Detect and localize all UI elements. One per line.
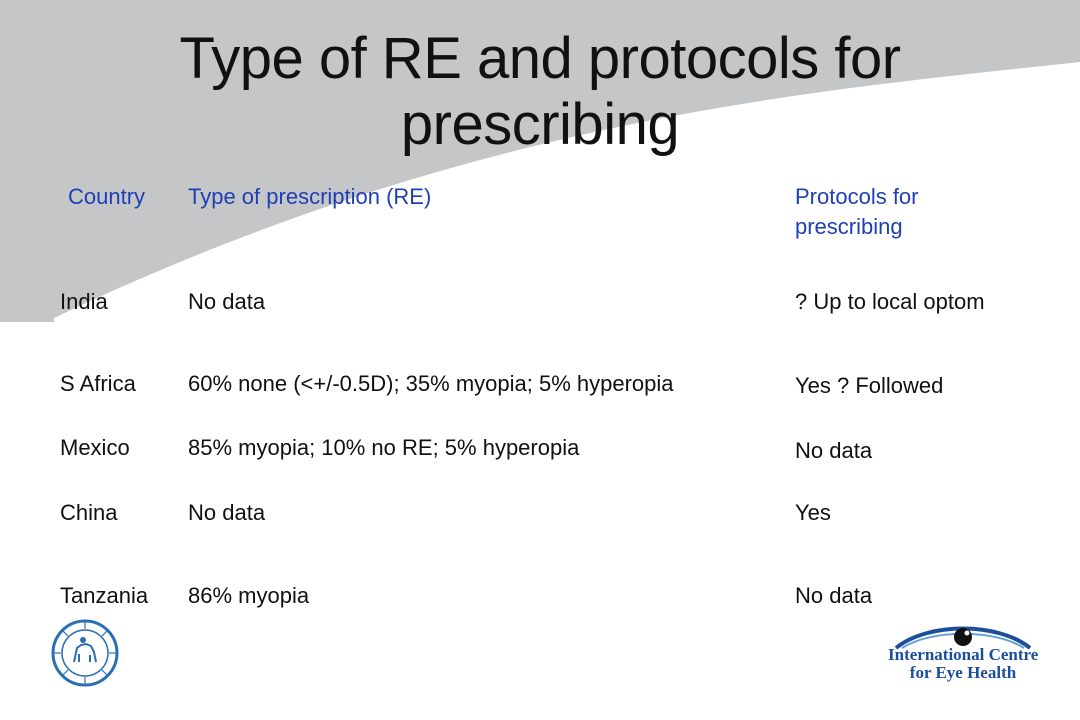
slide-title-line2: prescribing: [400, 92, 680, 157]
row-india-protocols: ? Up to local optom: [795, 289, 985, 314]
row-s-africa-country: S Africa: [60, 371, 136, 396]
slide-title: [60, 26, 1020, 158]
row-tanzania-protocols: No data: [795, 583, 873, 608]
header-country: Country: [68, 184, 146, 209]
row-tanzania-country: Tanzania: [60, 583, 149, 608]
header-type-of-prescription: Type of prescription (RE): [188, 184, 432, 209]
slide-title-line1: Type of RE and protocols for: [179, 26, 901, 91]
row-mexico-type: 85% myopia; 10% no RE; 5% hyperopia: [188, 435, 580, 460]
row-mexico-country: Mexico: [60, 435, 130, 460]
row-s-africa-protocols: Yes ? Followed: [795, 373, 944, 398]
header-protocols: [795, 182, 919, 242]
row-china-protocols: Yes: [795, 500, 831, 525]
row-india-country: India: [60, 289, 108, 314]
icee-logo-line1: International Centre: [888, 645, 1039, 664]
header-protocols-line2: prescribing: [795, 214, 903, 239]
row-china-type: No data: [188, 500, 266, 525]
row-s-africa-type: 60% none (<+/-0.5D); 35% myopia; 5% hyperopia: [188, 371, 674, 396]
icee-logo-line2: for Eye Health: [909, 663, 1017, 682]
header-protocols-line1: Protocols for: [795, 184, 919, 209]
row-india-type: No data: [188, 289, 266, 314]
row-china-country: China: [60, 500, 118, 525]
icee-logo: [888, 620, 1038, 682]
row-mexico-protocols: No data: [795, 438, 873, 463]
row-tanzania-type: 86% myopia: [188, 583, 310, 608]
school-crest-logo: [50, 618, 120, 688]
